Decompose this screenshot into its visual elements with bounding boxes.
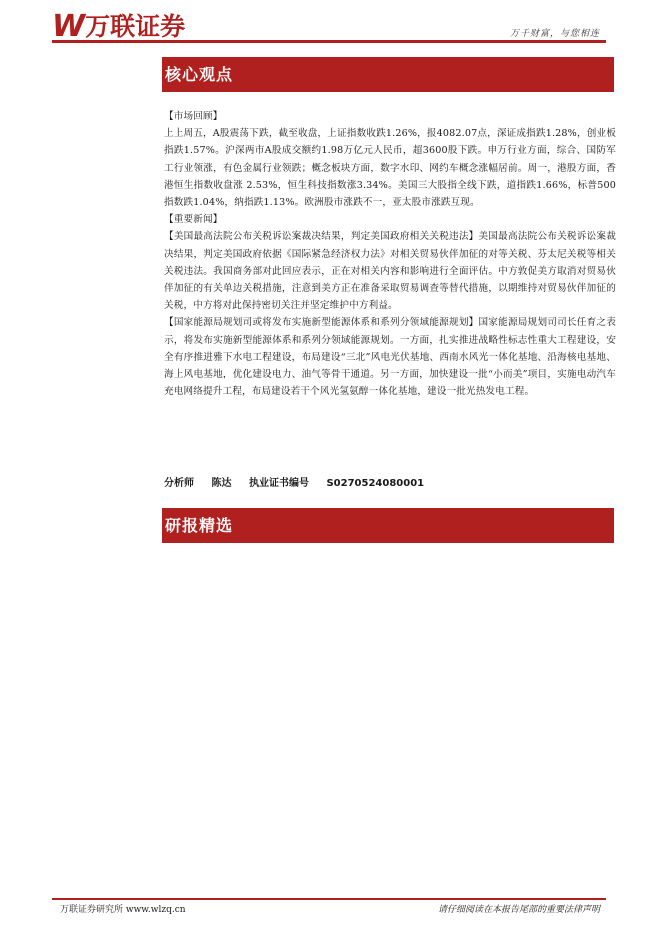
header-divider: [52, 40, 606, 43]
header-slogan: 万千财富，与您相连: [509, 29, 600, 39]
market-review-paragraph: 上上周五，A股震荡下跌，截至收盘，上证指数收跌1.26%，报4082.07点，深证成指跌1.28%，创业板指跌1.57%。沪深两市A股成交额约1.98万亿元人民币，超3600股下跌。申万行业方面，综合、国防军工行业领涨，有色金属行业领跌；概念板块方面，数字水印、网约车概念涨幅居前。周一，港股方面，香港恒生指数收盘涨 2.53%，恒生科技指数涨3.34%。美国三大股指全线下跌，道指跌1.66%，标普500指数跌1.04%，纳指跌1.13%。欧洲股市涨跌不一，亚太股市涨跌互现。: [164, 128, 616, 209]
news-item-2-title: 【国家能源局规划司或将发布实施新型能源体系和系列分领域能源规划】: [164, 317, 479, 329]
section-title-core-views: 核心观点: [162, 57, 614, 92]
market-review-heading: 【市场回顾】: [164, 111, 223, 122]
footer-divider: [52, 898, 606, 900]
logo-text: 万联证券: [85, 12, 186, 41]
news-item-1-body: 美国最高法院公布关税诉讼案裁决结果，判定美国政府依据《国际紧急经济权力法》对相关贸易伙伴加征的对等关税、芬太尼关税等相关关税违法。我国商务部对此回应表示，正在对相关内容和影响进行全面评估。中方敦促美方取消对贸易伙伴加征的有关单边关税措施，注意到美方正在准备采取贸易调查等替代措施，以期维持对贸易伙伴加征的关税，中方将对此保持密切关注并坚定维护中方利益。: [164, 231, 616, 312]
news-item-1: [164, 228, 616, 314]
footer-disclaimer: 请仔细阅读在本报告尾部的重要法律声明: [437, 905, 600, 915]
company-logo: [52, 9, 186, 44]
cert-number: S0270524080001: [326, 478, 425, 489]
analyst-role-label: 分析师: [164, 478, 194, 489]
cert-label: 执业证书编号: [248, 478, 309, 489]
logo-mark: W: [52, 9, 82, 44]
news-item-1-title: 【美国最高法院公布关税诉讼案裁决结果，判定美国政府相关关税违法】: [164, 231, 479, 243]
footer-source: 万联证券研究所 www.wlzq.cn: [60, 905, 186, 915]
analyst-info: [164, 474, 438, 489]
analyst-name: 陈达: [211, 478, 232, 489]
section-title-research-picks: 研报精选: [162, 508, 614, 543]
news-item-2-body: 国家能源局规划司司长任育之表示，将发布实施新型能源体系和系列分领域能源规划。一方面，扎实推进战略性标志性重大工程建设，安全有序推进雅下水电工程建设，布局建设“三北”风电光伏基地、西南水风光一体化基地、沿海核电基地、海上风电基地，优化建设电力、油气等骨干通道。另一方面，加快建设一批“小而美”项目，实施电动汽车充电网络提升工程，布局建设若干个风光氢氨醇一体化基地，建设一批光热发电工程。: [164, 317, 616, 398]
news-heading: 【重要新闻】: [164, 214, 223, 226]
report-body: [164, 108, 616, 400]
news-item-2: [164, 314, 616, 400]
